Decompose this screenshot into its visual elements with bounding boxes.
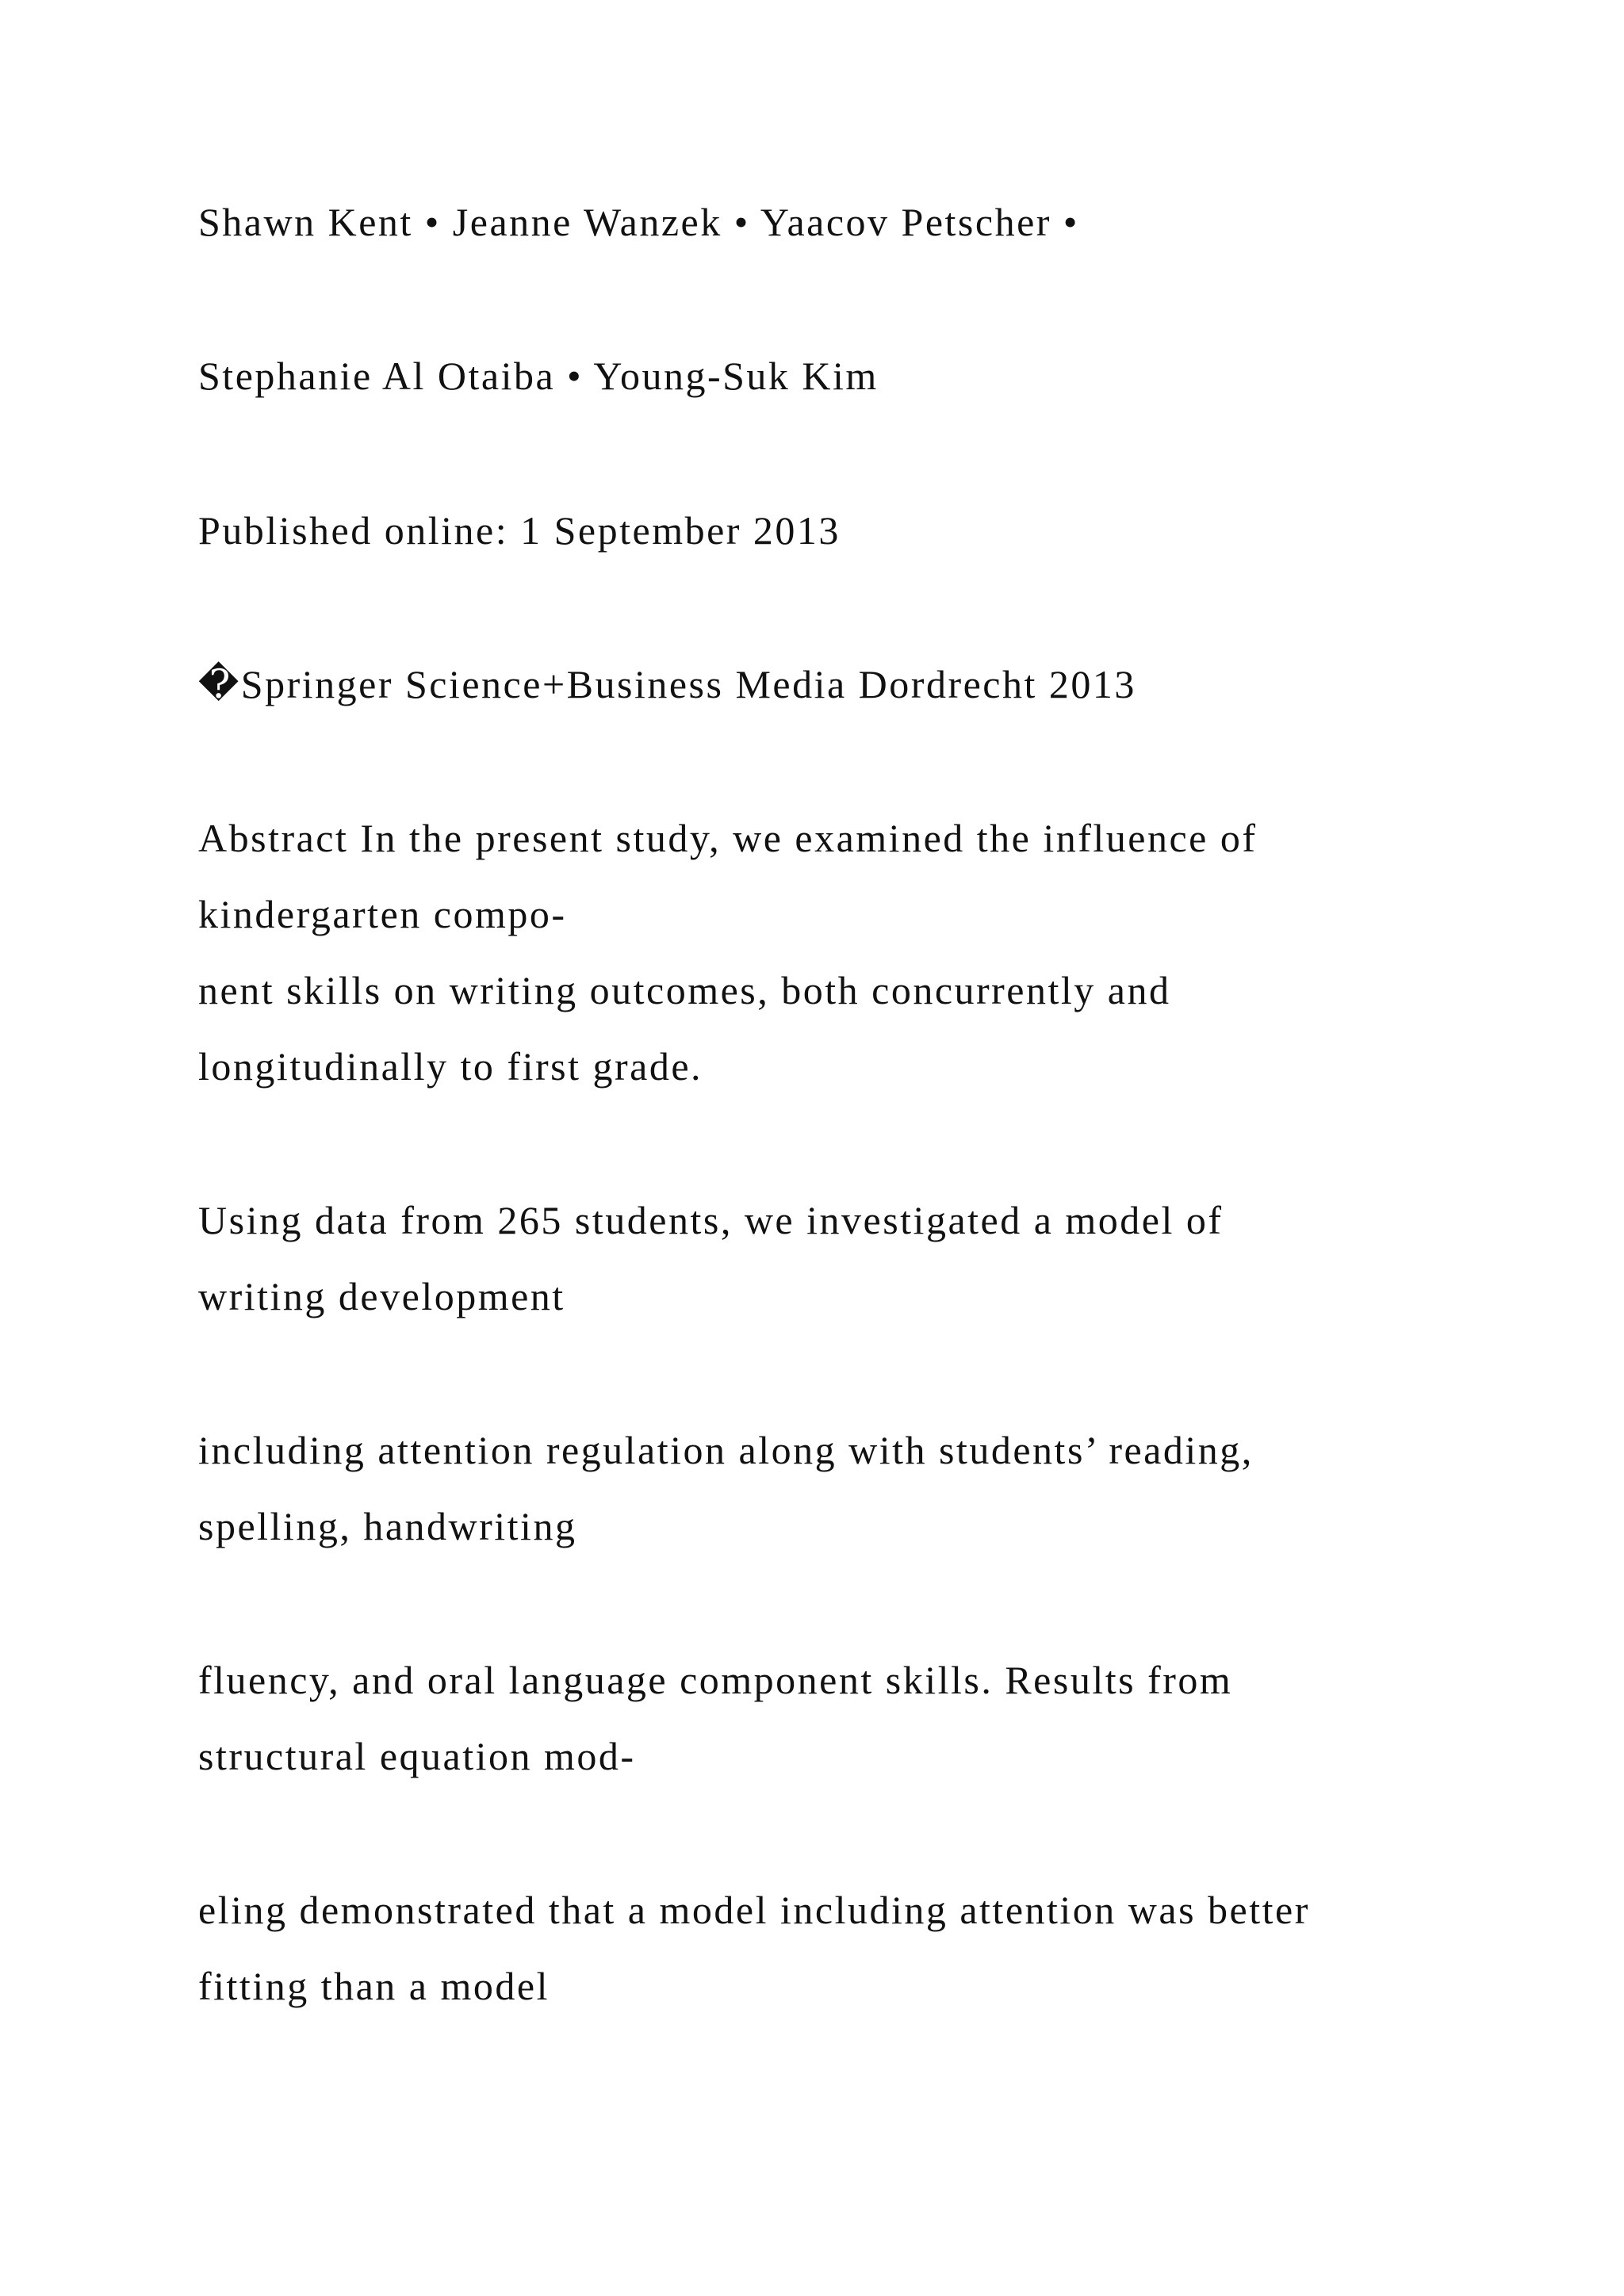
abstract-line-7: including attention regulation along with students’ reading, xyxy=(198,1428,1254,1472)
authors-line-2: Stephanie Al Otaiba • Young-Suk Kim xyxy=(198,354,879,398)
abstract-line-5: Using data from 265 students, we investigated a model of xyxy=(198,1198,1224,1242)
published-date: Published online: 1 September 2013 xyxy=(198,508,841,553)
abstract-line-8: spelling, handwriting xyxy=(198,1504,577,1548)
abstract-line-4: longitudinally to first grade. xyxy=(198,1044,703,1089)
abstract-line-1: Abstract In the present study, we examined the influence of xyxy=(198,816,1258,860)
copyright-line xyxy=(198,646,1507,722)
authors-line-1: Shawn Kent • Jeanne Wanzek • Yaacov Petscher • xyxy=(198,200,1079,244)
abstract-line-6: writing development xyxy=(198,1274,565,1318)
abstract-line-2: kindergarten compo- xyxy=(198,892,567,936)
abstract-line-3: nent skills on writing outcomes, both concurrently and xyxy=(198,968,1171,1012)
abstract-line-10: structural equation mod- xyxy=(198,1734,636,1778)
abstract-line-11: eling demonstrated that a model including attention was better xyxy=(198,1888,1310,1932)
abstract-line-12: fitting than a model xyxy=(198,1964,550,2008)
copyright-text: Springer Science+Business Media Dordrecht 2013 xyxy=(240,662,1136,706)
copyright-symbol: � xyxy=(198,662,241,706)
abstract-line-9: fluency, and oral language component skills. Results from xyxy=(198,1658,1233,1702)
